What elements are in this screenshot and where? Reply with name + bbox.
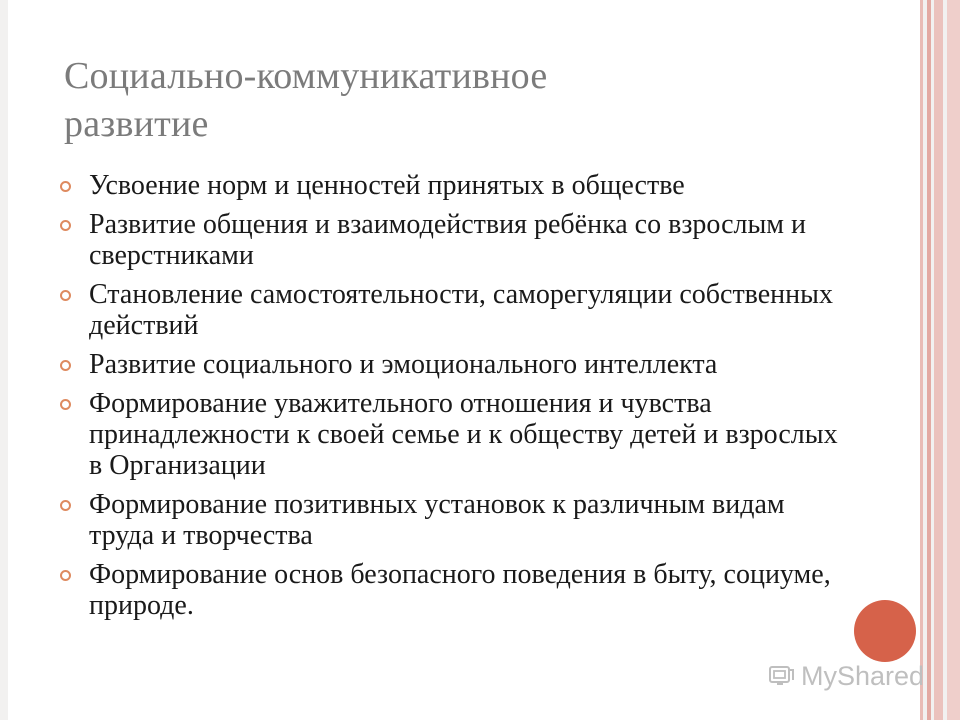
bullet-item [60,279,850,341]
ring-bullet-icon [60,220,71,231]
ring-bullet-icon [60,399,71,410]
bullet-text: Развитие социального и эмоционального интеллекта [89,349,718,380]
bullet-text: Формирование позитивных установок к различным видам труда и творчества [89,489,785,551]
bullet-item [60,209,850,271]
bullet-item [60,170,850,201]
decorative-stripe [920,0,923,720]
bullet-item [60,349,850,380]
slide-title-line-1: Социально-коммуникативное [64,55,548,97]
watermark-text: MyShared [801,660,925,691]
decorative-circle [854,600,916,662]
bullet-text: Формирование уважительного отношения и чувства принадлежности к своей семье и к обществу детей и взрослых в Организации [89,388,838,481]
decorative-stripe [927,0,931,720]
bullet-text: Развитие общения и взаимодействия ребёнка со взрослым и сверстниками [89,209,807,271]
decorative-stripe [947,0,960,720]
slide-title-line-2: развитие [64,103,209,145]
bullet-text: Формирование основ безопасного поведения в быту, социуме, природе. [89,559,831,621]
decorative-side-stripes [920,0,960,720]
myshared-logo-icon [767,662,795,690]
ring-bullet-icon [60,500,71,511]
slide-title [64,52,824,148]
decorative-stripe [934,0,943,720]
bullet-text: Усвоение норм и ценностей принятых в обществе [89,170,685,201]
ring-bullet-icon [60,570,71,581]
bullet-item [60,559,850,621]
bullet-text: Становление самостоятельности, саморегуляции собственных действий [89,279,833,341]
bullet-item [60,489,850,551]
myshared-watermark [767,657,929,695]
bullet-list [60,170,850,629]
ring-bullet-icon [60,360,71,371]
bullet-item [60,388,850,481]
ring-bullet-icon [60,181,71,192]
ring-bullet-icon [60,290,71,301]
